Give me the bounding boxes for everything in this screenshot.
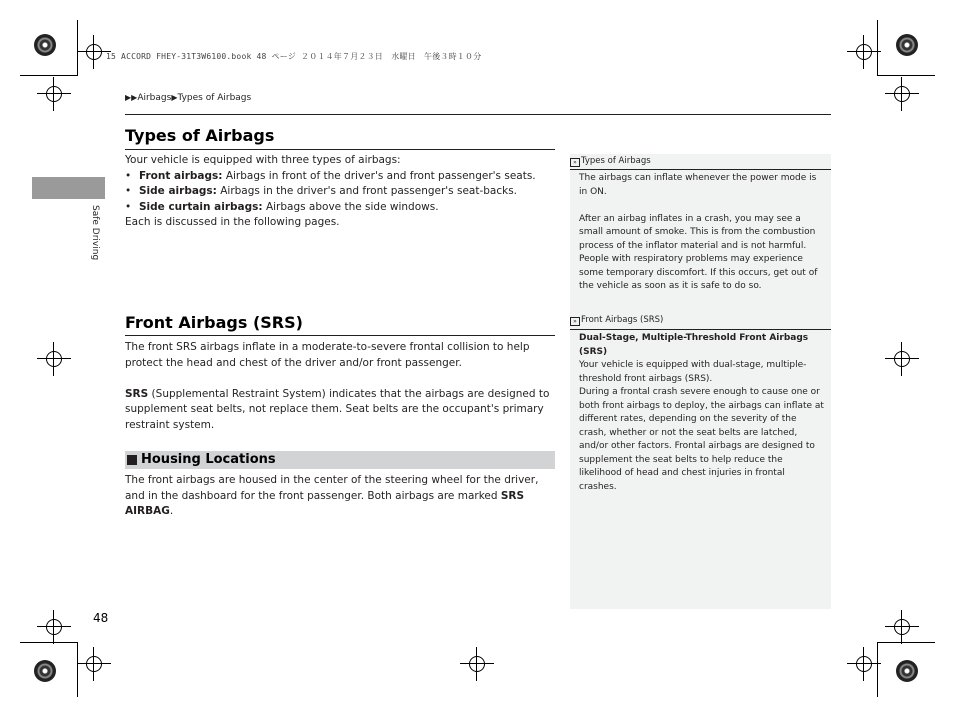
crosshair-target-icon (894, 351, 910, 367)
bullet-text: Airbags above the side windows. (262, 200, 439, 213)
breadcrumb-separator-icon: ▶ (171, 93, 178, 102)
note-reference-icon: » (570, 158, 580, 167)
front-para2 (125, 387, 555, 434)
crosshair-target-icon (856, 656, 872, 672)
section-title-front: Front Airbags (SRS) (125, 313, 303, 332)
subsection-bar (125, 451, 555, 469)
chapter-side-tab (32, 177, 105, 199)
housing-text-end: . (169, 505, 174, 517)
breadcrumb (125, 93, 251, 103)
list-item (125, 169, 555, 185)
crop-line (877, 642, 935, 643)
list-item (125, 200, 555, 216)
crosshair-target-icon (894, 619, 910, 635)
crosshair-target-icon (46, 351, 62, 367)
crosshair-target-icon (856, 44, 872, 60)
crop-disc-icon (896, 660, 918, 682)
bullet-text: Airbags in the driver's and front passenger's seat-backs. (216, 185, 518, 197)
page-number: 48 (93, 611, 109, 625)
section-title-types: Types of Airbags (125, 126, 275, 145)
subsection-title-housing: Housing Locations (141, 452, 276, 467)
front-body (125, 340, 555, 433)
types-body (125, 153, 555, 231)
crosshair-target-icon (469, 656, 485, 672)
breadcrumb-item-types[interactable]: Types of Airbags (177, 93, 252, 103)
note-paragraph: Your vehicle is equipped with dual-stage, multiple-threshold front airbags (SRS). (579, 360, 807, 384)
types-intro: Your vehicle is equipped with three types of airbags: (125, 154, 401, 166)
note-paragraph: After an airbag inflates in a crash, you may see a small amount of smoke. This is from the combustion process of the inflator material and is not harmful. People with respiratory problems may experience some temporary discomfort. If this occurs, get out of the vehicle as soon as it is safe to do so. (579, 213, 818, 291)
crop-disc-icon (34, 660, 56, 682)
bullet-term: Front airbags: (139, 169, 223, 182)
bullet-icon: • (125, 169, 132, 182)
bullet-icon: • (125, 185, 132, 197)
note-subheading: Dual-Stage, Multiple-Threshold Front Airbags (SRS) (579, 333, 809, 357)
note-heading-types (570, 156, 651, 167)
section-rule (125, 149, 555, 150)
note-body-front (579, 332, 825, 494)
square-bullet-icon (127, 455, 137, 465)
breadcrumb-arrows-icon: ▶▶ (125, 93, 138, 102)
crosshair-target-icon (86, 44, 102, 60)
crosshair-target-icon (46, 619, 62, 635)
srs-term: SRS (125, 387, 149, 400)
bullet-term: Side curtain airbags: (139, 200, 263, 213)
note-rule (570, 329, 831, 330)
housing-body (125, 473, 555, 520)
crop-line (877, 642, 878, 697)
note-heading-front (570, 315, 663, 326)
housing-text-main: The front airbags are housed in the center of the steering wheel for the driver, and in the dashboard for the front passenger. Both airbags are marked (125, 474, 539, 502)
crop-disc-icon (896, 34, 918, 56)
note-heading-text: Front Airbags (SRS) (581, 315, 664, 325)
srs-airbag-marking: SRS AIRBAG (125, 489, 525, 517)
print-header: 15 ACCORD FHEY-31T3W6100.book 48 ページ ２０１４年７月２３日 水曜日 午後３時１０分 (106, 52, 482, 61)
bullet-icon: • (125, 200, 132, 213)
front-para1: The front SRS airbags inflate in a moderate-to-severe frontal collision to help protect the head and chest of the driver and/or front passenger. (125, 341, 530, 369)
header-rule (125, 114, 831, 115)
crop-line (877, 20, 878, 75)
list-item (125, 184, 555, 200)
breadcrumb-item-airbags[interactable]: Airbags (137, 93, 172, 103)
crop-line (77, 642, 78, 697)
front-para2-text: (Supplemental Restraint System) indicates that the airbags are designed to supplement seat belts, not replace them. Seat belts are the occupant's primary restraint system. (125, 387, 550, 431)
housing-text (125, 473, 555, 520)
crop-line (877, 75, 935, 76)
note-paragraph: The airbags can inflate whenever the power mode is in ON. (579, 173, 817, 197)
chapter-side-label: Safe Driving (90, 205, 100, 261)
note-heading-text: Types of Airbags (581, 156, 651, 166)
crop-disc-icon (34, 34, 56, 56)
section-rule (125, 335, 555, 336)
crop-line (77, 20, 78, 75)
note-body-types (579, 172, 825, 294)
crop-line (20, 642, 78, 643)
note-rule (570, 169, 831, 170)
types-outro: Each is discussed in the following pages. (125, 216, 340, 228)
bullet-term: Side airbags: (139, 185, 217, 197)
bullet-text: Airbags in front of the driver's and front passenger's seats. (222, 169, 536, 182)
crop-line (20, 75, 78, 76)
crosshair-target-icon (46, 86, 62, 102)
note-paragraph: During a frontal crash severe enough to cause one or both front airbags to deploy, the airbags can inflate at different rates, depending on the severity of the crash, whether or not the seat belts are latched, and/or other factors. Frontal airbags are designed to supplement the seat belts to help reduce the likelihood of head and chest injuries in frontal crashes. (579, 387, 824, 492)
crosshair-target-icon (86, 656, 102, 672)
note-reference-icon: » (570, 317, 580, 326)
crosshair-target-icon (894, 86, 910, 102)
